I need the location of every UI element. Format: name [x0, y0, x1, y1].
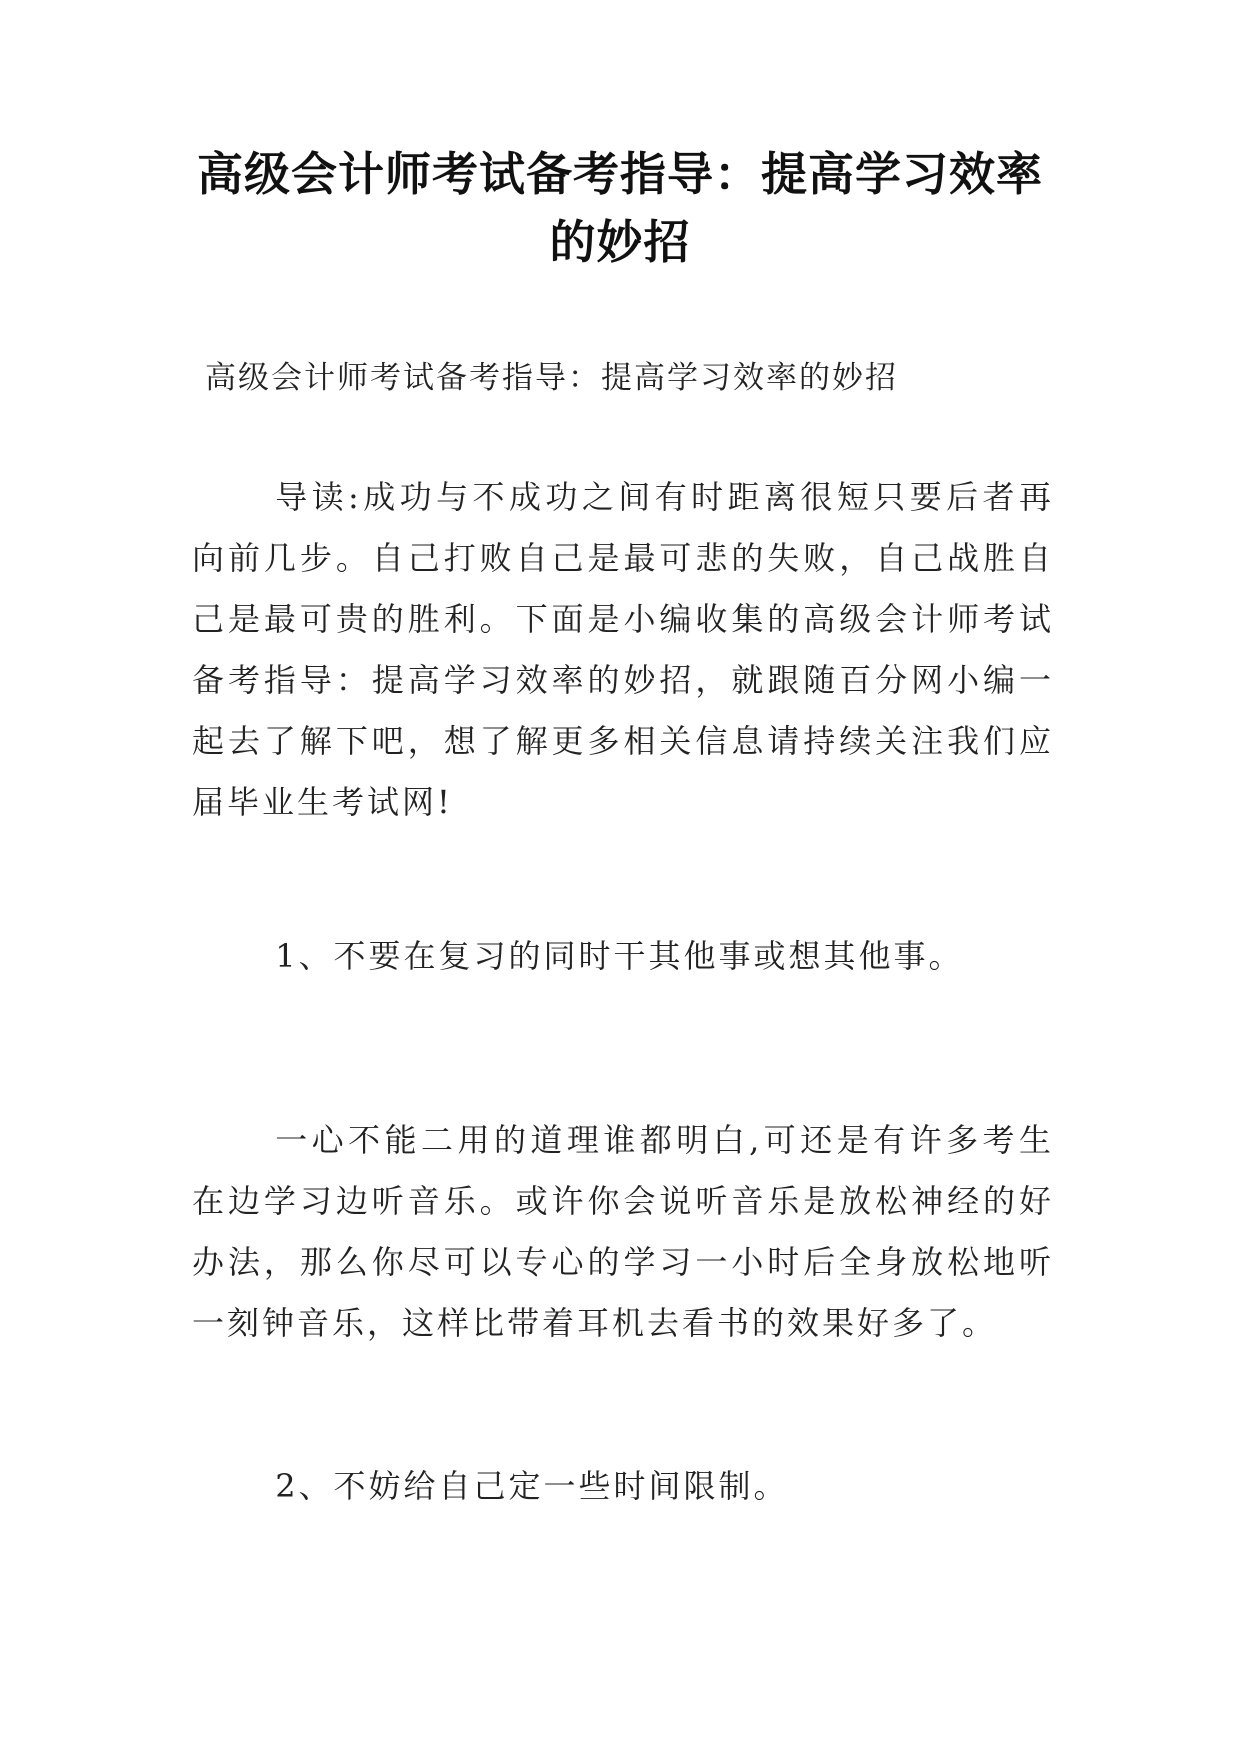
document-subtitle: 高级会计师考试备考指导：提高学习效率的妙招: [205, 360, 898, 396]
intro-paragraph: 导读:成功与不成功之间有时距离很短只要后者再向前几步。自己打败自己是最可悲的失败，自己战胜自己是最可贵的胜利。下面是小编收集的高级会计师考试备考指导：提高学习效率的妙招，就跟随百分网小编一起去了解下吧，想了解更多相关信息请持续关注我们应届毕业生考试网!: [192, 478, 1054, 821]
point-1-body: 一心不能二用的道理谁都明白,可还是有许多考生在边学习边听音乐。或许你会说听音乐是放松神经的好办法，那么你尽可以专心的学习一小时后全身放松地听一刻钟音乐，这样比带着耳机去看书的效果好多了。: [192, 1121, 1054, 1342]
document-title: 高级会计师考试备考指导：提高学习效率的妙招: [197, 147, 1043, 269]
point-1-heading: 1、不要在复习的同时干其他事或想其他事。: [275, 937, 964, 975]
point-2-heading: 2、不妨给自己定一些时间限制。: [275, 1467, 789, 1505]
